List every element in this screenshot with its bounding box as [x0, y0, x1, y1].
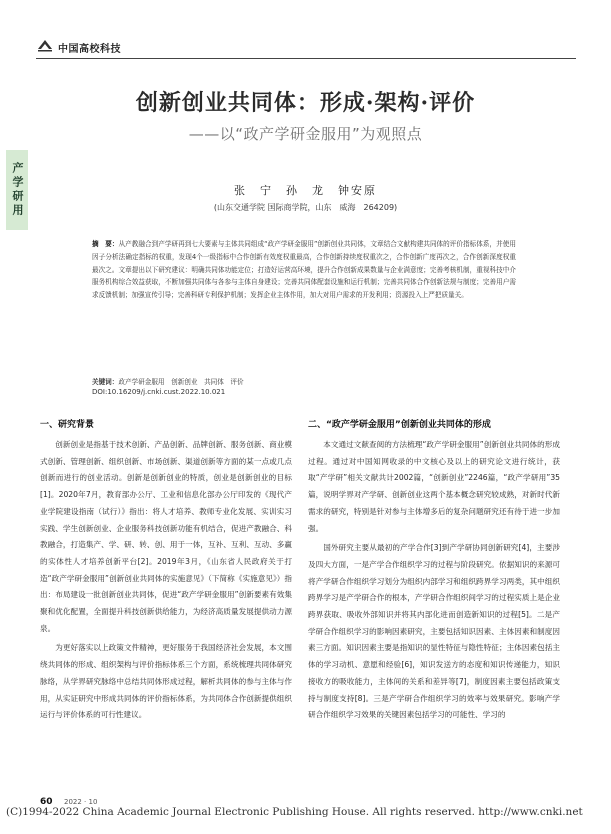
keywords: [92, 376, 516, 386]
keywords-label: 关键词：: [92, 378, 119, 386]
journal-logo-icon: [36, 37, 54, 53]
keywords-text: 政产学研金服用 创新创业 共同体 评价: [118, 378, 244, 386]
header-divider: [36, 58, 576, 59]
body-paragraph: 为更好落实以上政策文件精神，更好服务于我国经济社会发展，本文围绕共同体的形成、组织架构与评价指标体系三个方面，系统梳理共同体研究脉络，从学界研究脉络中总结共同体形成过程，解析共同体的参与主体与作用，从实证研究中形成共同体的评价指标体系，为共同体合作创新提供组织运行与评价体系的可行性建议。: [40, 643, 292, 720]
article-authors: 张 宁 孙 龙 钟安原: [234, 184, 377, 197]
left-column: [40, 416, 292, 727]
article-title: 创新创业共同体：形成·架构·评价: [135, 90, 476, 116]
right-column: [308, 416, 560, 727]
abstract-label: 摘 要：: [92, 240, 119, 248]
page-number: 60: [40, 797, 53, 807]
author-affiliation: (山东交通学院 国际商学院，山东 威海 264209): [213, 203, 398, 212]
body-paragraph: 创新创业是指基于技术创新、产品创新、品牌创新、服务创新、商业模式创新、管理创新、组织创新、市场创新、渠道创新等方面的某一点或几点创新而进行的创业活动。创新是创新创业的特质，创业是创新创业的目标[1]。2020年7月，教育部办公厅、工业和信息化部办公厅印发的《现代产业学院建设指南（试行）》指出：将人才培养、教师专业化发展、实训实习实践、学生创新创业、企业服务科技创新功能有机结合，促进产教融合、科教融合，打造集产、学、研、转、创、用于一体，互补、互利、互动、多赢的实体性人才培养创新平台[2]。2019年3月，《山东省人民政府关于打造“政产学研金服用”创新创业共同体的实施意见》（下简称《实施意见》）指出：布局建设一批创新创业共同体，促进“政产学研金服用”创新要素有效集聚和优化配置，全面提升科技创新供给能力，为经济高质量发展提供动力源泉。: [40, 440, 292, 633]
body-paragraph: 国外研究主要从最初的产学合作[3]到产学研协同创新研究[4]，主要涉及四大方面，一是产学合作组织学习的过程与阶段研究。依据知识的来源可将产学研合作组织学习划分为组织内部学习和组织跨界学习两类，其中组织跨界学习是产学研合作的根本，产学研合作组织间学习的过程实质上是企业跨界获取、吸收外部知识并将其内部化进而创造新知识的过程[5]。二是产学研合作组织学习的影响因素研究，主要包括知识因素、主体因素和制度因素三方面。知识因素主要是指知识的显性特征与隐性特征；主体因素包括主体的学习动机、意愿和经验[6]，知识发送方的态度和知识传递能力，知识接收方的吸收能力，主体间的关系和差异等[7]，制度因素主要包括政策支持与制度支持[8]。三是产学研合作组织学习的效率与效果研究。影响产学研合作组织学习效果的关键因素包括学习的可能性、学习的: [308, 543, 560, 720]
section-heading: 二、“政产学研金服用”创新创业共同体的形成: [308, 420, 491, 430]
section-side-tab: 产学研用: [6, 150, 28, 230]
article-subtitle: ——以“政产学研金服用”为观照点: [188, 125, 423, 143]
journal-name: 中国高校科技: [58, 44, 121, 55]
copyright-notice: (C)1994-2022 China Academic Journal Electronic Publishing House. All rights reserved. http://www.cnki.net: [6, 806, 583, 818]
section-heading: 一、研究背景: [40, 420, 95, 430]
abstract-text: 从产教融合到产学研再到七大要素与主体共同组成“政产学研金服用”创新创业共同体，文章结合文献构建共同体的评价指标体系，并使用因子分析法确定指标的权重，发现4个一级指标中合作创新有效度权重最高，合作创新持续度权重次之，合作创新广度再次之，合作创新深度权重最次之。文章提出以下研究建议：明确共同体功能定位；打造好运营高环境，提升合作创新成果数量与企业满意度；完善考核机制，重视科技中介服务机构综合效益获取，不断加强共同体与各参与主体自身建设；完善共同体配套设施和运行机制；完善共同体合作创新法规与制度；完善用户需求反馈机制；加强宣传引导；完善科研专利保护机制；发挥企业主体作用，加大对用户需求的开发利用；资源投入上严把质量关。: [92, 240, 516, 300]
abstract: [92, 238, 516, 302]
doi: DOI:10.16209/j.cnki.cust.2022.10.021: [92, 388, 226, 396]
body-paragraph: 本文通过文献查阅的方法梳理“政产学研金服用”创新创业共同体的形成过程。通过对中国知网收录的中文核心及以上的研究论文进行统计，获取“产学研”相关文献共计2002篇，“创新创业”2246篇，“政产学研用”35篇，说明学界对产学研、创新创业这两个基本概念研究较成熟，对新时代新需求的研究，特别是针对参与主体增多后的复杂问题研究还有待于进一步加强。: [308, 440, 560, 533]
issue-label: 2022 · 10: [64, 798, 98, 806]
